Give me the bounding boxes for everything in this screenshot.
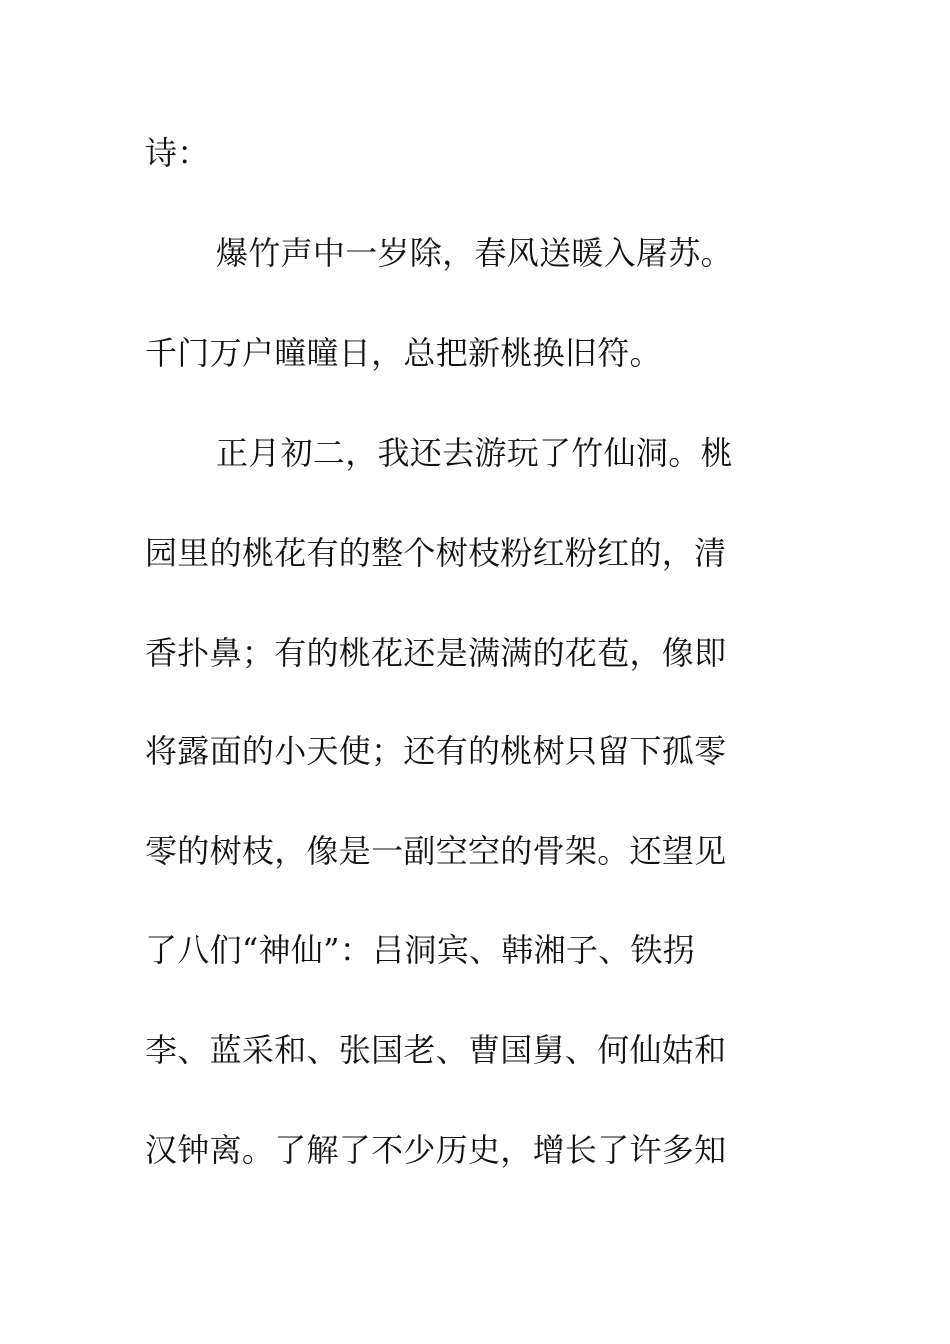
paragraph-line: 了八们“神仙”：吕洞宾、韩湘子、铁拐 <box>145 931 696 969</box>
paragraph-line: 零的树枝，像是一副空空的骨架。还望见 <box>145 832 727 870</box>
paragraph-line: 将露面的小天使；还有的桃树只留下孤零 <box>145 732 727 770</box>
text-line: 诗： <box>145 134 210 172</box>
poem-line: 爆竹声中一岁除，春风送暖入屠苏。 <box>216 234 733 272</box>
poem-line: 千门万户曈曈日，总把新桃换旧符。 <box>145 334 662 372</box>
paragraph-line: 香扑鼻；有的桃花还是满满的花苞，像即 <box>145 634 727 672</box>
paragraph-line: 园里的桃花有的整个树枝粉红粉红的，清 <box>145 534 727 572</box>
paragraph-line: 汉钟离。了解了不少历史，增长了许多知 <box>145 1131 727 1169</box>
paragraph-line: 李、蓝采和、张国老、曹国舅、何仙姑和 <box>145 1031 727 1069</box>
paragraph-line: 正月初二，我还去游玩了竹仙洞。桃 <box>216 434 733 472</box>
